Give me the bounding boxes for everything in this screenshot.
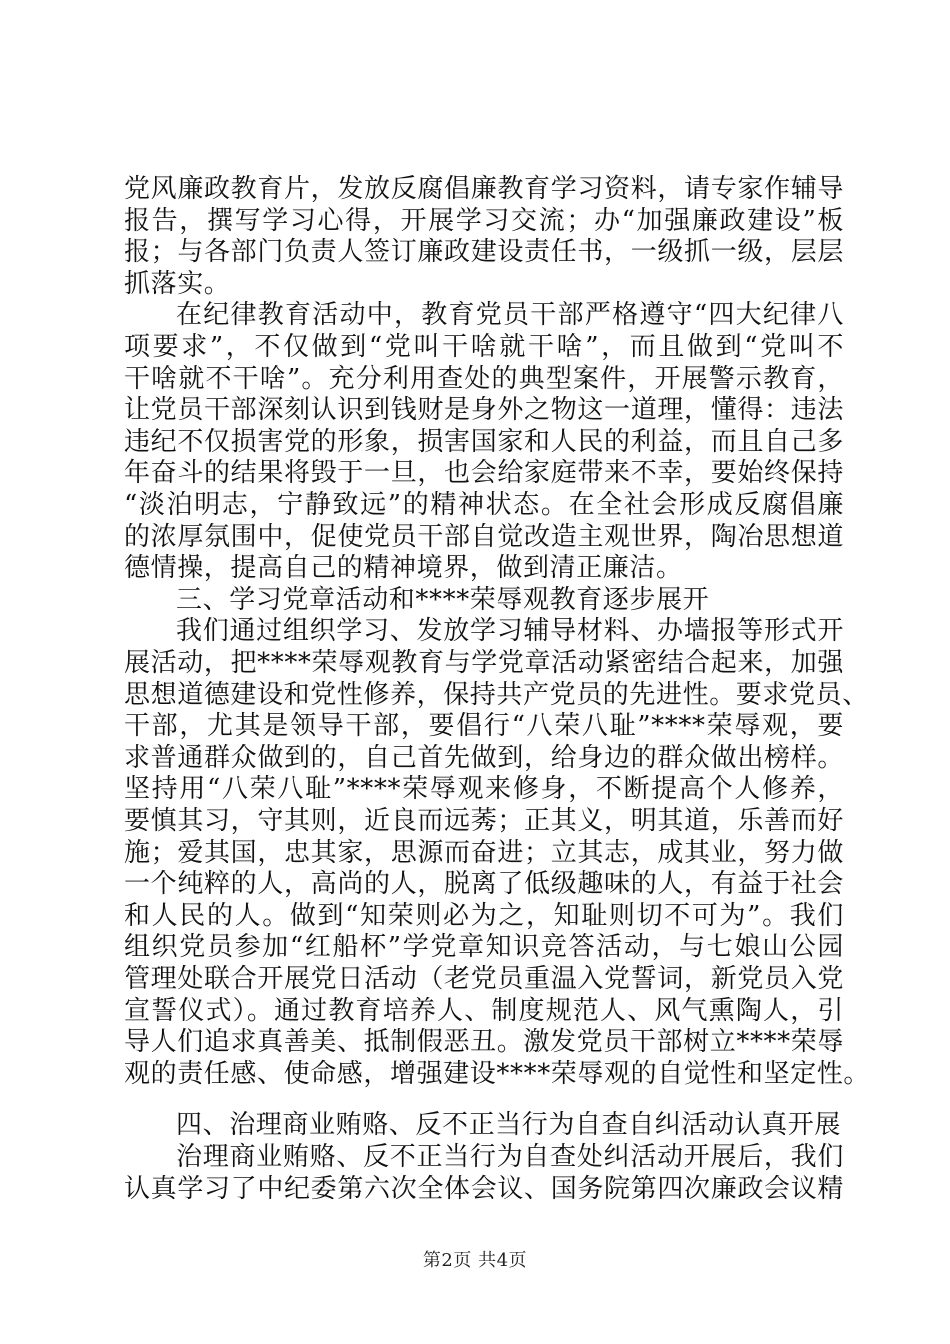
paragraph-line: 宣誓仪式）。通过教育培养人、制度规范人、风气熏陶人，引 [124, 996, 844, 1026]
paragraph-line: 坚持用“八荣八耻”****荣辱观来修身，不断提高个人修养， [124, 774, 844, 804]
section-heading: 四、治理商业贿赂、反不正当行为自查自纠活动认真开展 [176, 1110, 842, 1140]
paragraph-line: 要慎其习，守其则，近良而远莠；正其义，明其道，乐善而好 [124, 806, 844, 836]
paragraph-line: 报；与各部门负责人签订廉政建设责任书，一级抓一级，层层 [124, 237, 844, 267]
paragraph-line: 的浓厚氛围中，促使党员干部自觉改造主观世界，陶冶思想道 [124, 522, 844, 552]
paragraph-line: “淡泊明志，宁静致远”的精神状态。在全社会形成反腐倡廉 [124, 490, 844, 520]
page-number-footer: 第2页 共4页 [422, 1250, 528, 1271]
paragraph-line: 德情操，提高自己的精神境界，做到清正廉洁。 [124, 553, 683, 583]
paragraph-line: 和人民的人。做到“知荣则必为之，知耻则切不可为”。我们 [124, 901, 844, 931]
paragraph-line: 抓落实。 [124, 269, 231, 299]
paragraph-line: 求普通群众做到的，自己首先做到，给身边的群众做出榜样。 [124, 743, 844, 773]
paragraph-line: 我们通过组织学习、发放学习辅导材料、办墙报等形式开 [176, 616, 844, 646]
paragraph-line: 项要求”，不仅做到“党叫干啥就干啥”，而且做到“党叫不 [124, 332, 844, 362]
paragraph-line: 年奋斗的结果将毁于一旦，也会给家庭带来不幸，要始终保持 [124, 458, 844, 488]
paragraph-line: 让党员干部深刻认识到钱财是身外之物这一道理，懂得：违法 [124, 395, 844, 425]
section-heading: 三、学习党章活动和****荣辱观教育逐步展开 [176, 585, 710, 615]
paragraph-line: 治理商业贿赂、反不正当行为自查处纠活动开展后，我们 [176, 1142, 844, 1172]
paragraph-line: 认真学习了中纪委第六次全体会议、国务院第四次廉政会议精 [124, 1174, 844, 1204]
paragraph-line: 党风廉政教育片，发放反腐倡廉教育学习资料，请专家作辅导 [124, 174, 844, 204]
paragraph-line: 导人们追求真善美、抵制假恶丑。激发党员干部树立****荣辱 [124, 1027, 844, 1057]
paragraph-line: 管理处联合开展党日活动（老党员重温入党誓词，新党员入党 [124, 964, 844, 994]
paragraph-line: 一个纯粹的人，高尚的人，脱离了低级趣味的人，有益于社会 [124, 869, 844, 899]
paragraph-line: 违纪不仅损害党的形象，损害国家和人民的利益，而且自己多 [124, 427, 844, 457]
paragraph-line: 思想道德建设和党性修养，保持共产党员的先进性。要求党员、 [124, 680, 869, 710]
paragraph-line: 观的责任感、使命感，增强建设****荣辱观的自觉性和坚定性。 [124, 1059, 871, 1089]
paragraph-line: 干啥就不干啥”。充分利用查处的典型案件，开展警示教育， [124, 364, 844, 394]
paragraph-line: 干部，尤其是领导干部，要倡行“八荣八耻”****荣辱观，要 [124, 711, 844, 741]
paragraph-line: 在纪律教育活动中，教育党员干部严格遵守“四大纪律八 [176, 300, 844, 330]
paragraph-line: 报告，撰写学习心得，开展学习交流；办“加强廉政建设”板 [124, 206, 844, 236]
paragraph-line: 施；爱其国，忠其家，思源而奋进；立其志，成其业，努力做 [124, 838, 844, 868]
paragraph-line: 展活动，把****荣辱观教育与学党章活动紧密结合起来，加强 [124, 648, 844, 678]
paragraph-line: 组织党员参加“红船杯”学党章知识竞答活动，与七娘山公园 [124, 932, 844, 962]
